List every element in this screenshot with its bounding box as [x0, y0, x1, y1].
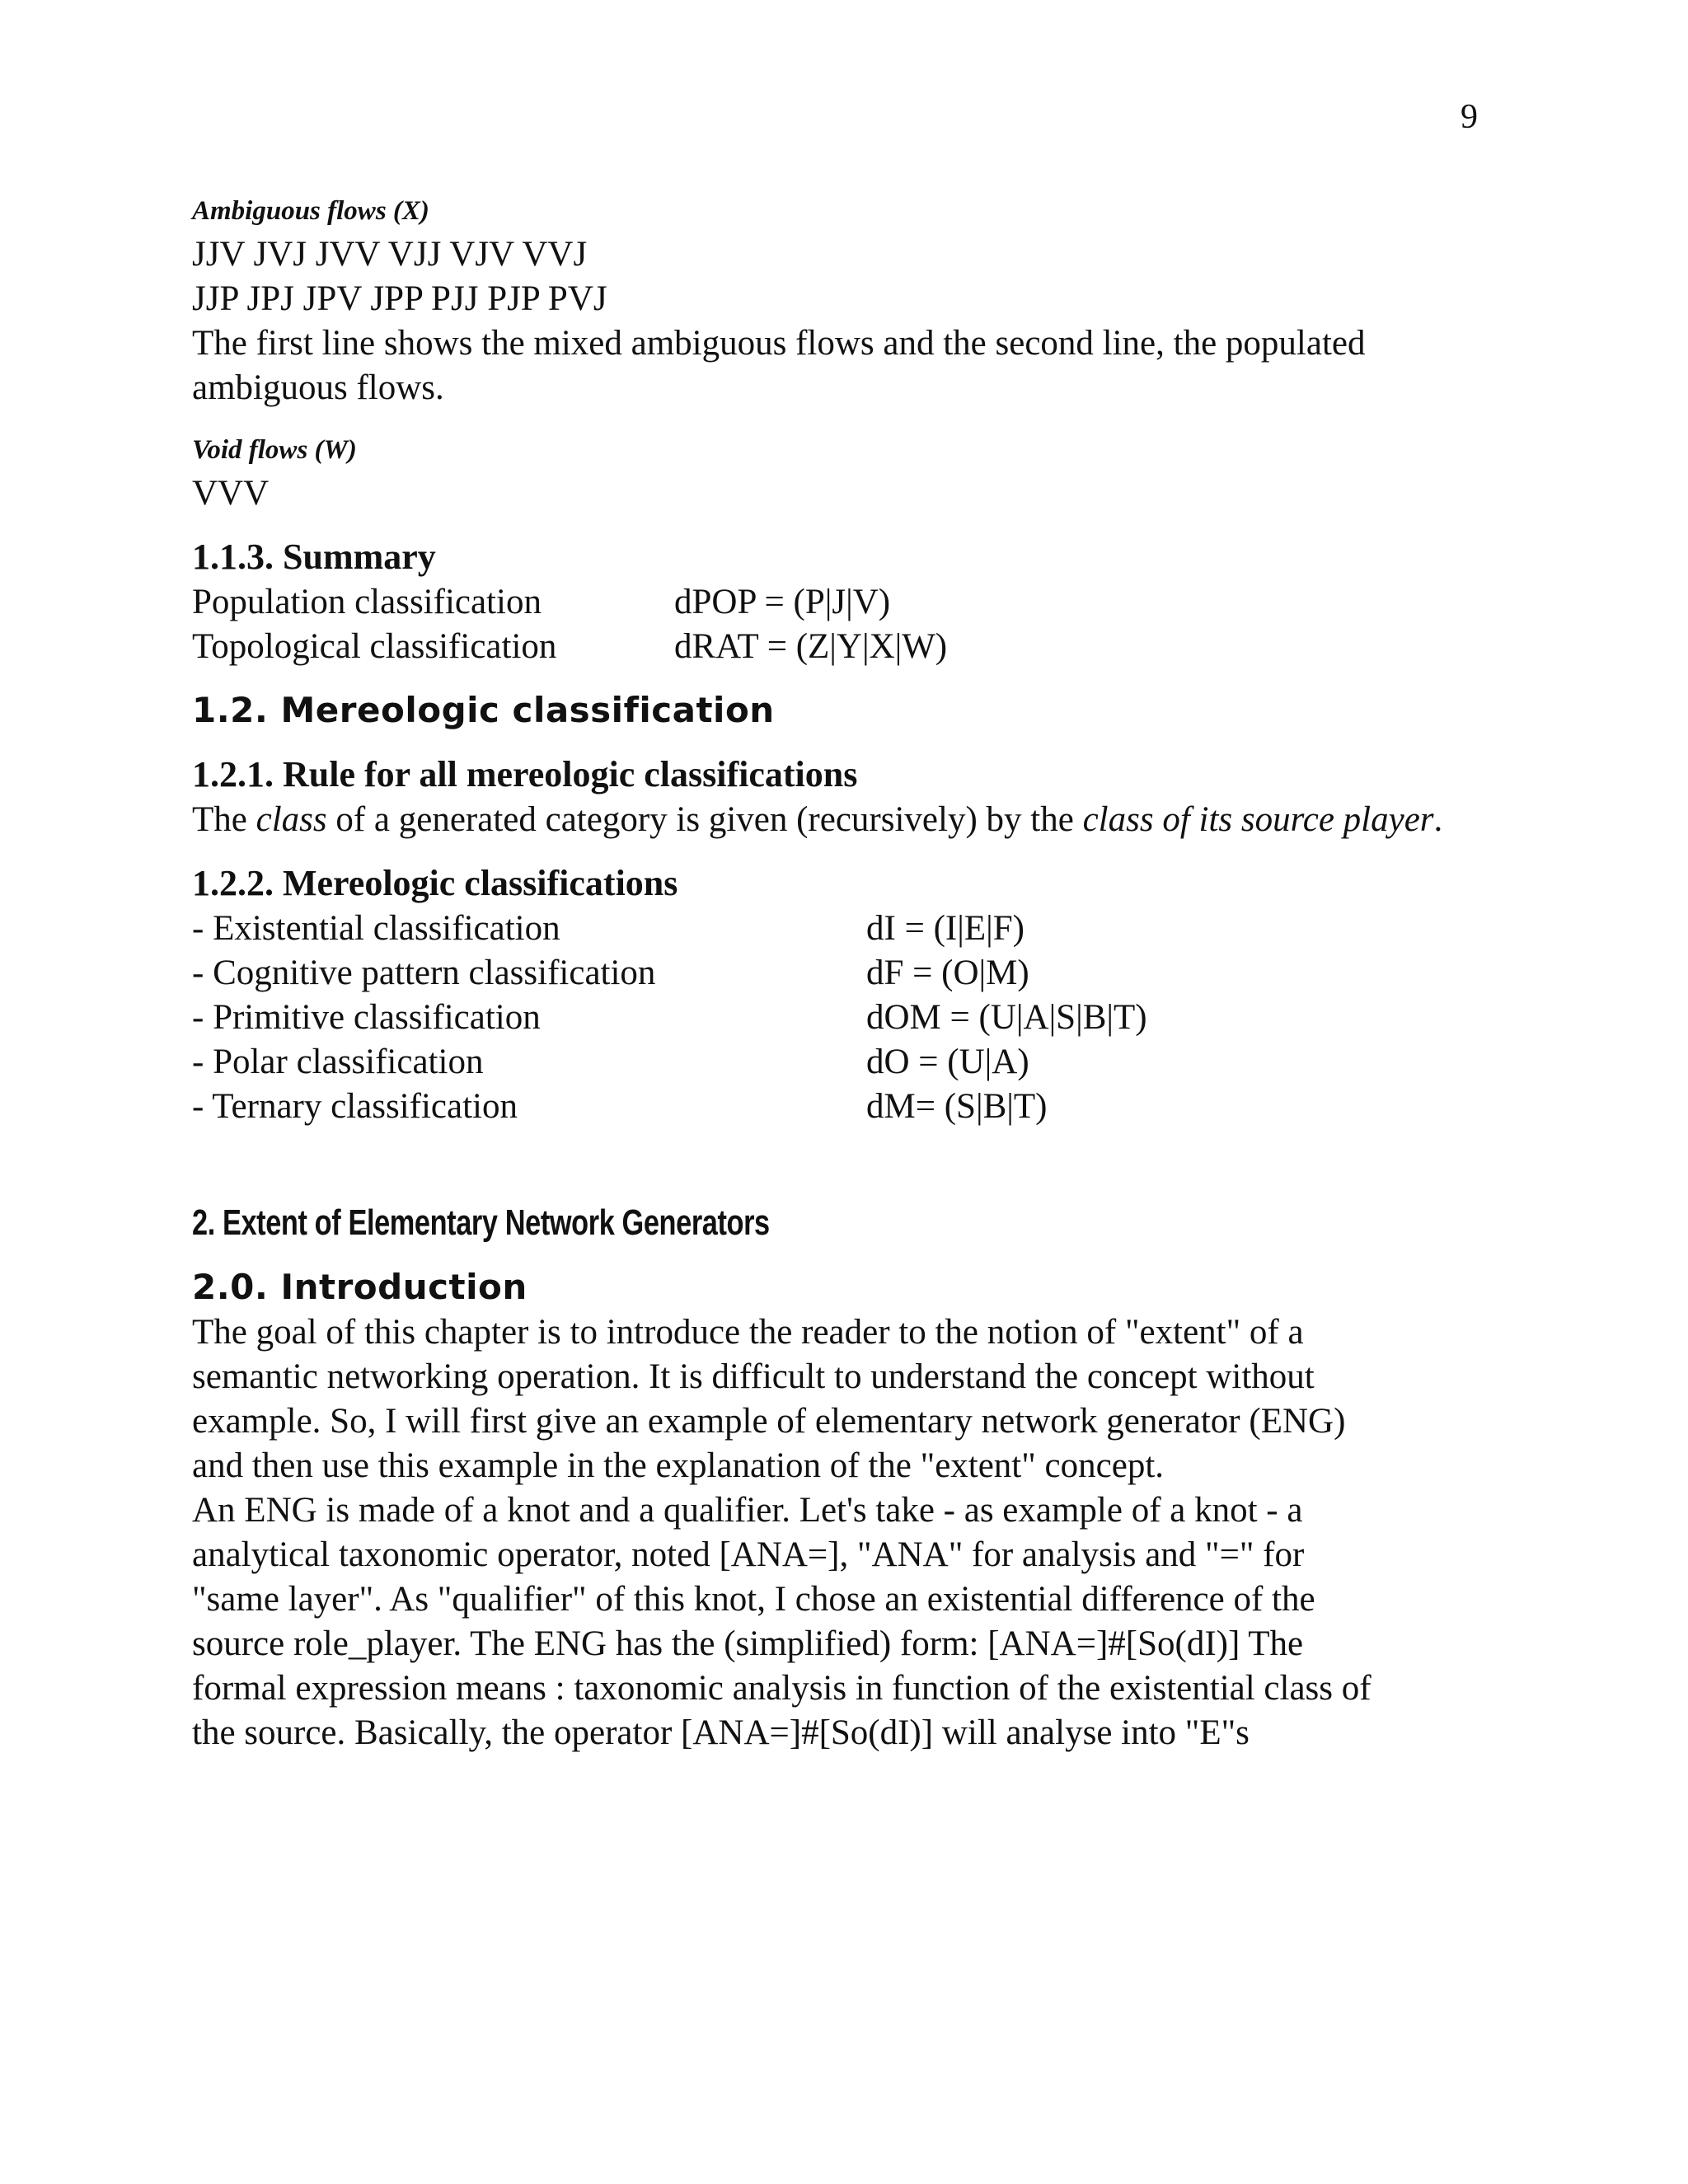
- introduction-line: and then use this example in the explanation of the "extent" concept.: [192, 1446, 1165, 1485]
- void-flows-heading: Void flows (W): [192, 435, 357, 465]
- mereologic-classification-heading: 1.2. Mereologic classification: [192, 690, 775, 730]
- classification-row: [192, 951, 1147, 996]
- rule-heading: 1.2.1. Rule for all mereologic classifications: [192, 754, 858, 794]
- classification-row: [192, 996, 1147, 1040]
- summary-label: Topological classification: [192, 627, 557, 666]
- introduction-text: [192, 1310, 1478, 1755]
- summary-label: Population classification: [192, 583, 542, 621]
- rule-emphasis-class: class: [256, 800, 327, 839]
- rule-emphasis-source: class of its source player: [1082, 800, 1434, 839]
- introduction-line: source role_player. The ENG has the (simplified) form: [ANA=]#[So(dI)] The: [192, 1624, 1304, 1663]
- introduction-line: formal expression means : taxonomic analysis in function of the existential class of: [192, 1669, 1372, 1708]
- void-flows: VVV: [192, 474, 270, 513]
- classification-label: - Cognitive pattern classification: [192, 954, 656, 992]
- summary-heading: 1.1.3. Summary: [192, 537, 436, 577]
- summary-row: [192, 625, 947, 669]
- introduction-line: the source. Basically, the operator [ANA=]#[So(dI)] will analyse into "E"s: [192, 1713, 1250, 1752]
- mixed-ambiguous-flows: JJV JVJ JVV VJJ VJV VVJ: [192, 235, 588, 274]
- classification-label: - Ternary classification: [192, 1087, 518, 1126]
- summary-value: dRAT = (Z|Y|X|W): [674, 627, 948, 666]
- populated-ambiguous-flows: JJP JPJ JPV JPP PJJ PJP PVJ: [192, 279, 607, 318]
- introduction-line: semantic networking operation. It is difficult to understand the concept without: [192, 1357, 1315, 1396]
- page-content: [192, 190, 1478, 1755]
- introduction-heading: 2.0. Introduction: [192, 1267, 528, 1307]
- introduction-line: An ENG is made of a knot and a qualifier. Let's take - as example of a knot - a: [192, 1491, 1303, 1530]
- ambiguous-flows-description: The first line shows the mixed ambiguous flows and the second line, the populated ambiguous flows.: [192, 324, 1366, 407]
- classifications-table: [192, 907, 1147, 1129]
- classification-label: - Polar classification: [192, 1043, 484, 1081]
- rule-text: The class of a generated category is given (recursively) by the class of its source player.: [192, 800, 1443, 839]
- summary-row: [192, 580, 947, 625]
- classification-value: dI = (I|E|F): [866, 909, 1025, 948]
- page-number: 9: [1461, 98, 1478, 136]
- classification-row: [192, 1040, 1147, 1085]
- classification-row: [192, 1085, 1147, 1129]
- classification-value: dOM = (U|A|S|B|T): [866, 998, 1147, 1037]
- classifications-heading: 1.2.2. Mereologic classifications: [192, 863, 678, 903]
- introduction-line: example. So, I will first give an example of elementary network generator (ENG): [192, 1402, 1346, 1441]
- classification-label: - Primitive classification: [192, 998, 541, 1037]
- ambiguous-flows-heading: Ambiguous flows (X): [192, 196, 429, 226]
- classification-value: dO = (U|A): [866, 1043, 1029, 1081]
- classification-value: dF = (O|M): [866, 954, 1029, 992]
- chapter-heading: 2. Extent of Elementary Network Generators: [192, 1202, 770, 1243]
- summary-table: [192, 580, 947, 669]
- introduction-line: The goal of this chapter is to introduce the reader to the notion of "extent" of a: [192, 1313, 1304, 1352]
- introduction-line: analytical taxonomic operator, noted [ANA=], "ANA" for analysis and "=" for: [192, 1535, 1305, 1574]
- classification-label: - Existential classification: [192, 909, 560, 948]
- introduction-line: "same layer". As "qualifier" of this knot, I chose an existential difference of the: [192, 1580, 1315, 1619]
- classification-value: dM= (S|B|T): [866, 1087, 1048, 1126]
- summary-value: dPOP = (P|J|V): [674, 583, 891, 621]
- classification-row: [192, 907, 1147, 951]
